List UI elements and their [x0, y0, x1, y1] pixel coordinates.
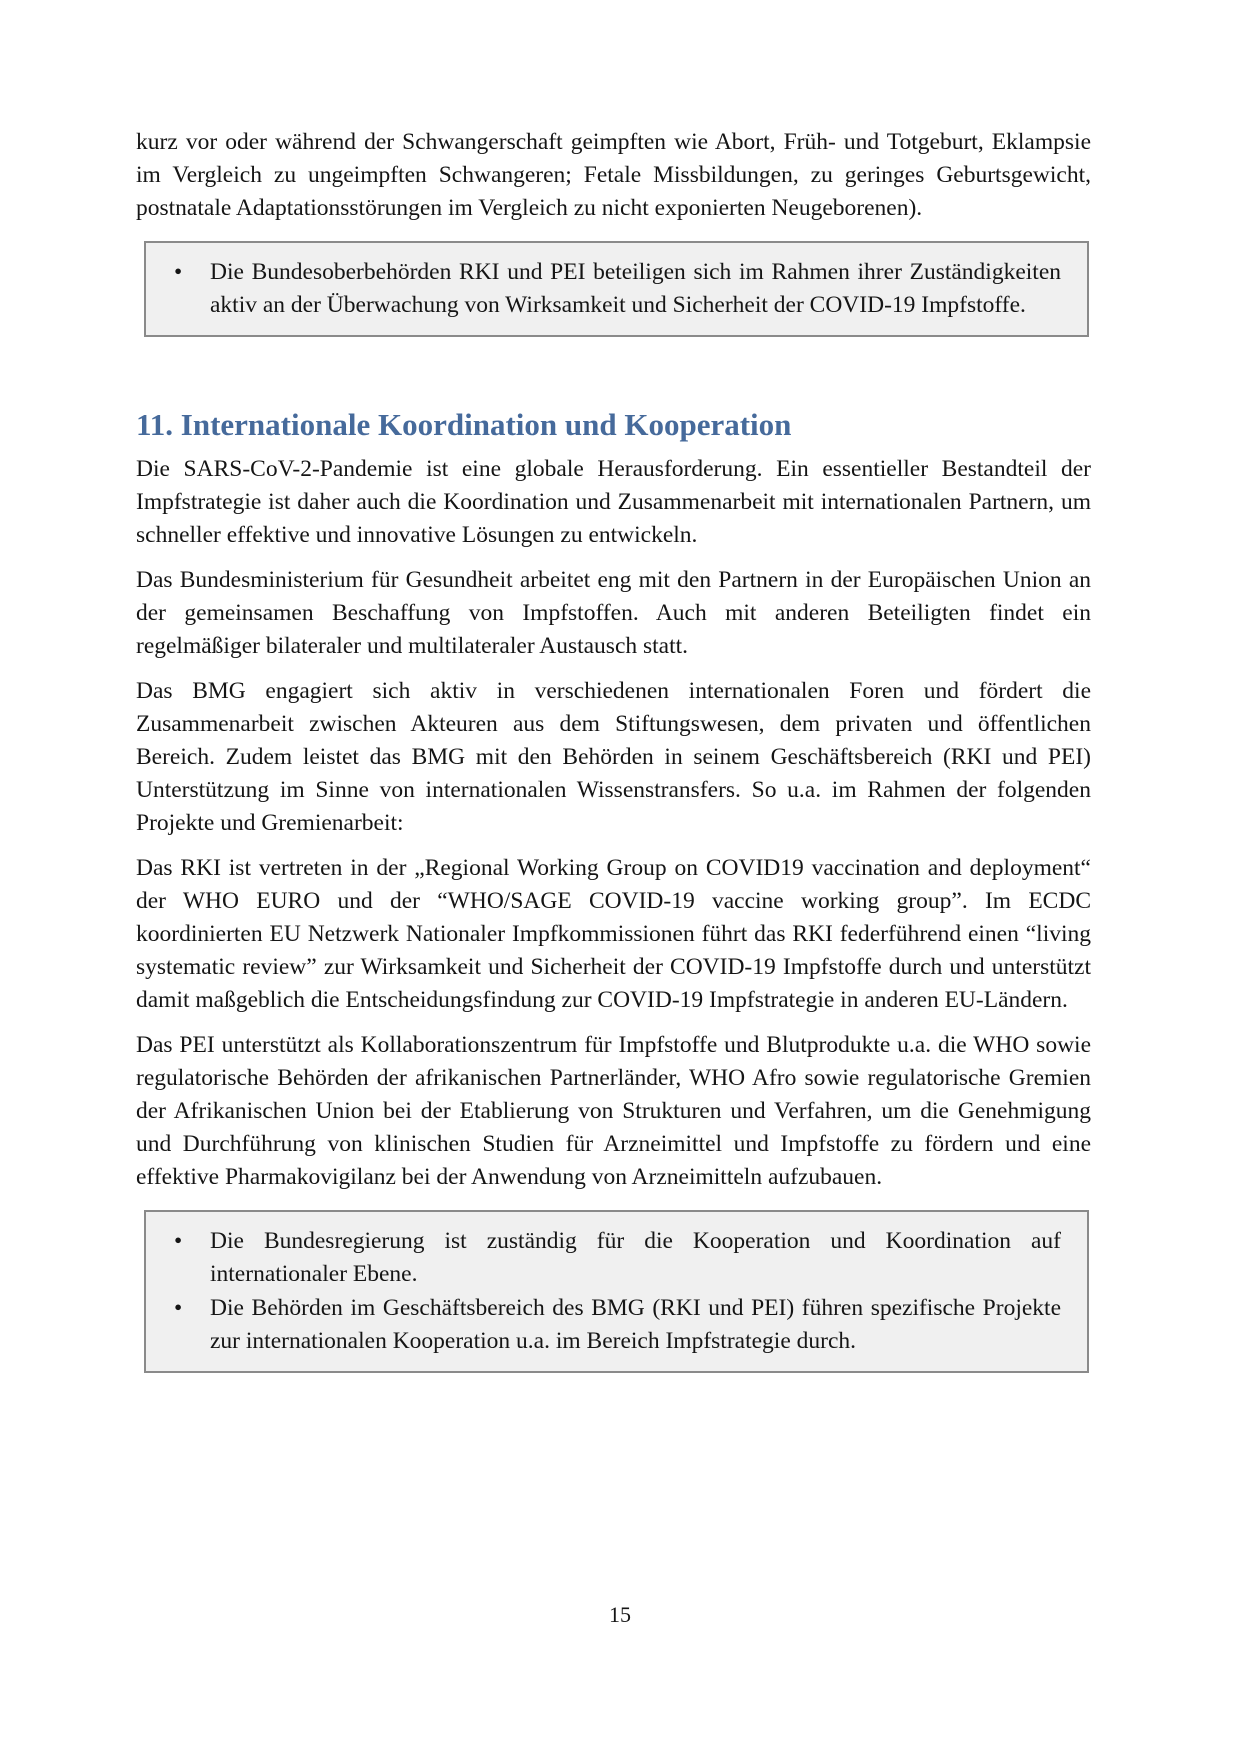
summary-bullet-text: Die Bundesregierung ist zuständig für die Kooperation und Koordination auf internationaler Ebene.	[210, 1228, 1061, 1287]
page-content	[136, 126, 1091, 1391]
summary-bullet-text: Die Behörden im Geschäftsbereich des BMG (RKI und PEI) führen spezifische Projekte zur internationalen Kooperation u.a. im Bereich Impfstrategie durch.	[210, 1295, 1061, 1354]
body-paragraph-rki: Das RKI ist vertreten in der „Regional Working Group on COVID19 vaccination and deployment“ der WHO EURO und der “WHO/SAGE COVID-19 vaccine working group”. Im ECDC koordinierten EU Netzwerk Nationaler Impfkommissionen führt das RKI federführend einen “living systematic review” zur Wirksamkeit und Sicherheit der COVID-19 Impfstoffe durch und unterstützt damit maßgeblich die Entscheidungsfindung zur COVID-19 Impfstrategie in anderen EU-Ländern.	[136, 855, 1091, 1013]
body-paragraph-bmg-eu: Das Bundesministerium für Gesundheit arbeitet eng mit den Partnern in der Europäischen Union an der gemeinsamen Beschaffung von Impfstoffen. Auch mit anderen Beteiligten findet ein regelmäßiger bilateraler und multilateraler Austausch statt.	[136, 567, 1091, 659]
bullet-icon: •	[174, 259, 183, 285]
bullet-icon: •	[174, 1228, 183, 1254]
summary-bullet-item	[174, 1225, 1061, 1291]
page-number: 15	[609, 1602, 631, 1627]
body-paragraph-bmg-foren: Das BMG engagiert sich aktiv in verschiedenen internationalen Foren und fördert die Zusammenarbeit zwischen Akteuren aus dem Stiftungswesen, dem privaten und öffentlichen Bereich. Zudem leistet das BMG mit den Behörden in seinem Geschäftsbereich (RKI und PEI) Unterstützung im Sinne von internationalen Wissenstransfers. So u.a. im Rahmen der folgenden Projekte und Gremienarbeit:	[136, 678, 1091, 836]
summary-box-kooperation	[144, 1210, 1089, 1373]
continuation-paragraph: kurz vor oder während der Schwangerschaft geimpften wie Abort, Früh- und Totgeburt, Eklampsie im Vergleich zu ungeimpften Schwangeren; Fetale Missbildungen, zu geringes Geburtsgewicht, postnatale Adaptationsstörungen im Vergleich zu nicht exponierten Neugeborenen).	[136, 129, 1091, 221]
body-paragraph-pandemic: Die SARS-CoV-2-Pandemie ist eine globale Herausforderung. Ein essentieller Bestandteil der Impfstrategie ist daher auch die Koordination und Zusammenarbeit mit internationalen Partnern, um schneller effektive und innovative Lösungen zu entwickeln.	[136, 456, 1091, 548]
body-paragraph-pei: Das PEI unterstützt als Kollaborationszentrum für Impfstoffe und Blutprodukte u.a. die WHO sowie regulatorische Behörden der afrikanischen Partnerländer, WHO Afro sowie regulatorische Gremien der Afrikanischen Union bei der Etablierung von Strukturen und Verfahren, um die Genehmigung und Durchführung von klinischen Studien für Arzneimittel und Impfstoffe zu fördern und eine effektive Pharmakovigilanz bei der Anwendung von Arzneimitteln aufzubauen.	[136, 1032, 1091, 1190]
bullet-icon: •	[174, 1295, 183, 1321]
summary-bullet-text: Die Bundesoberbehörden RKI und PEI beteiligen sich im Rahmen ihrer Zuständigkeiten aktiv an der Überwachung von Wirksamkeit und Sicherheit der COVID-19 Impfstoffe.	[210, 259, 1061, 318]
section-heading: 11. Internationale Koordination und Kooperation	[136, 407, 792, 442]
summary-box-monitoring-list	[146, 256, 1061, 322]
summary-bullet-item	[174, 1292, 1061, 1358]
summary-box-monitoring	[144, 241, 1089, 337]
summary-box-kooperation-list	[146, 1225, 1061, 1358]
summary-bullet-item	[174, 256, 1061, 322]
